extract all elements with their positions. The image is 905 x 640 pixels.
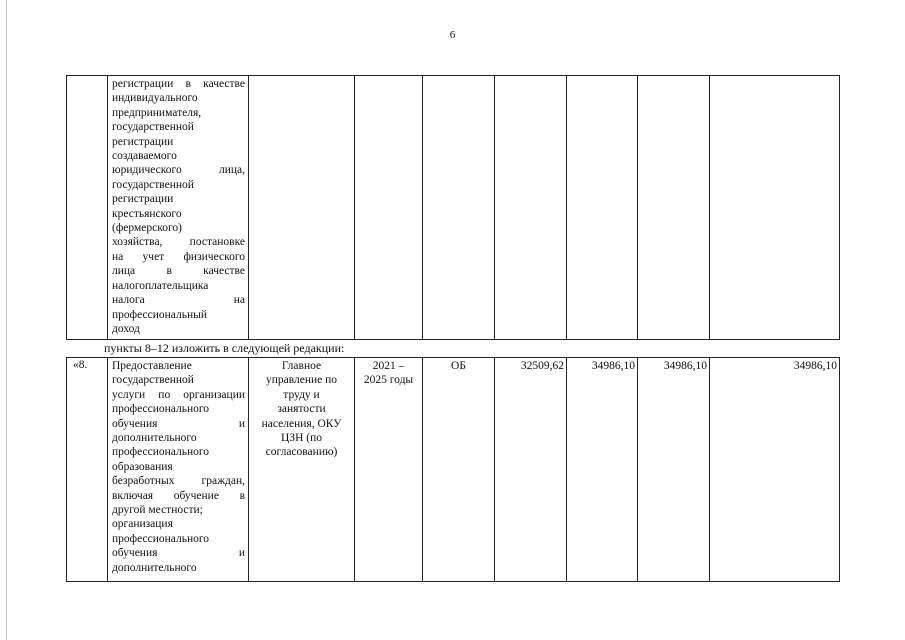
cell-source bbox=[423, 76, 495, 340]
cell-amount: 32509,62 bbox=[495, 358, 567, 582]
cell-period bbox=[355, 76, 423, 340]
name-line: регистрации bbox=[112, 135, 174, 148]
name-line: услуги по организации bbox=[112, 388, 245, 401]
table-row-continued bbox=[67, 76, 840, 340]
cell-event-name bbox=[108, 76, 249, 340]
period-line: 2025 годы bbox=[363, 374, 414, 387]
name-line: государственной bbox=[112, 121, 194, 134]
executor-line: управление по bbox=[265, 374, 338, 387]
amendment-instruction: пункты 8–12 изложить в следующей редакции: bbox=[104, 341, 345, 355]
name-line: налогоплательщика bbox=[112, 279, 209, 292]
name-line: создаваемого bbox=[112, 150, 177, 163]
name-line: дополнительного bbox=[112, 561, 197, 574]
name-line: (фермерского) bbox=[112, 222, 182, 235]
period-line: 2021 – bbox=[372, 360, 405, 372]
name-line: доход bbox=[112, 322, 140, 335]
cell-amount: 34986,10 bbox=[638, 358, 710, 582]
executor-line: населения, ОКУ bbox=[261, 417, 342, 430]
cell-event-name bbox=[108, 358, 249, 582]
cell-num bbox=[67, 76, 108, 340]
name-line: Предоставление bbox=[112, 360, 192, 372]
executor-line: занятости bbox=[277, 403, 326, 416]
cell-amount: 34986,10 bbox=[710, 358, 840, 582]
name-line: профессиональный bbox=[112, 308, 207, 321]
executor-line: труду и bbox=[283, 388, 320, 401]
cell-executor bbox=[249, 76, 355, 340]
cell-amount bbox=[710, 76, 840, 340]
cell-executor bbox=[249, 358, 355, 582]
page-edge-line bbox=[6, 0, 7, 640]
cell-amount: 34986,10 bbox=[567, 358, 638, 582]
name-line: регистрации в качестве bbox=[112, 78, 245, 90]
name-line: организация bbox=[112, 518, 173, 531]
name-line: дополнительного bbox=[112, 432, 197, 445]
executor-line: согласованию) bbox=[265, 446, 338, 459]
name-line: образования bbox=[112, 460, 173, 473]
name-line: предпринимателя, bbox=[112, 106, 202, 119]
page-number: 6 bbox=[449, 29, 456, 41]
name-line: другой местности; bbox=[112, 504, 203, 517]
executor-line: ЦЗН (по bbox=[281, 432, 322, 445]
name-line: профессионального bbox=[112, 446, 210, 459]
name-line: индивидуального bbox=[112, 92, 198, 105]
name-line: регистрации bbox=[112, 193, 174, 206]
name-line: государственной bbox=[112, 374, 194, 387]
name-line: на учет физического bbox=[112, 250, 245, 263]
name-line: лица в качестве bbox=[112, 265, 245, 278]
executor-line: Главное bbox=[281, 360, 322, 372]
name-line: налога на bbox=[112, 294, 245, 307]
table-row8 bbox=[66, 357, 840, 582]
name-line: крестьянского bbox=[112, 207, 182, 220]
name-line: государственной bbox=[112, 178, 194, 191]
table-continued bbox=[66, 75, 840, 340]
name-line: обучения и bbox=[112, 547, 245, 560]
name-line: профессионального bbox=[112, 403, 210, 416]
name-line: безработных граждан, bbox=[112, 475, 245, 488]
cell-amount bbox=[495, 76, 567, 340]
name-line: юридического лица, bbox=[112, 164, 245, 177]
name-line: хозяйства, постановке bbox=[112, 236, 245, 249]
cell-source: ОБ bbox=[423, 358, 495, 582]
cell-num: «8. bbox=[67, 358, 108, 582]
name-line: обучения и bbox=[112, 417, 245, 430]
name-line: профессионального bbox=[112, 532, 210, 545]
table-row bbox=[67, 358, 840, 582]
cell-amount bbox=[567, 76, 638, 340]
name-line: включая обучение в bbox=[112, 489, 245, 502]
cell-amount bbox=[638, 76, 710, 340]
cell-period bbox=[355, 358, 423, 582]
